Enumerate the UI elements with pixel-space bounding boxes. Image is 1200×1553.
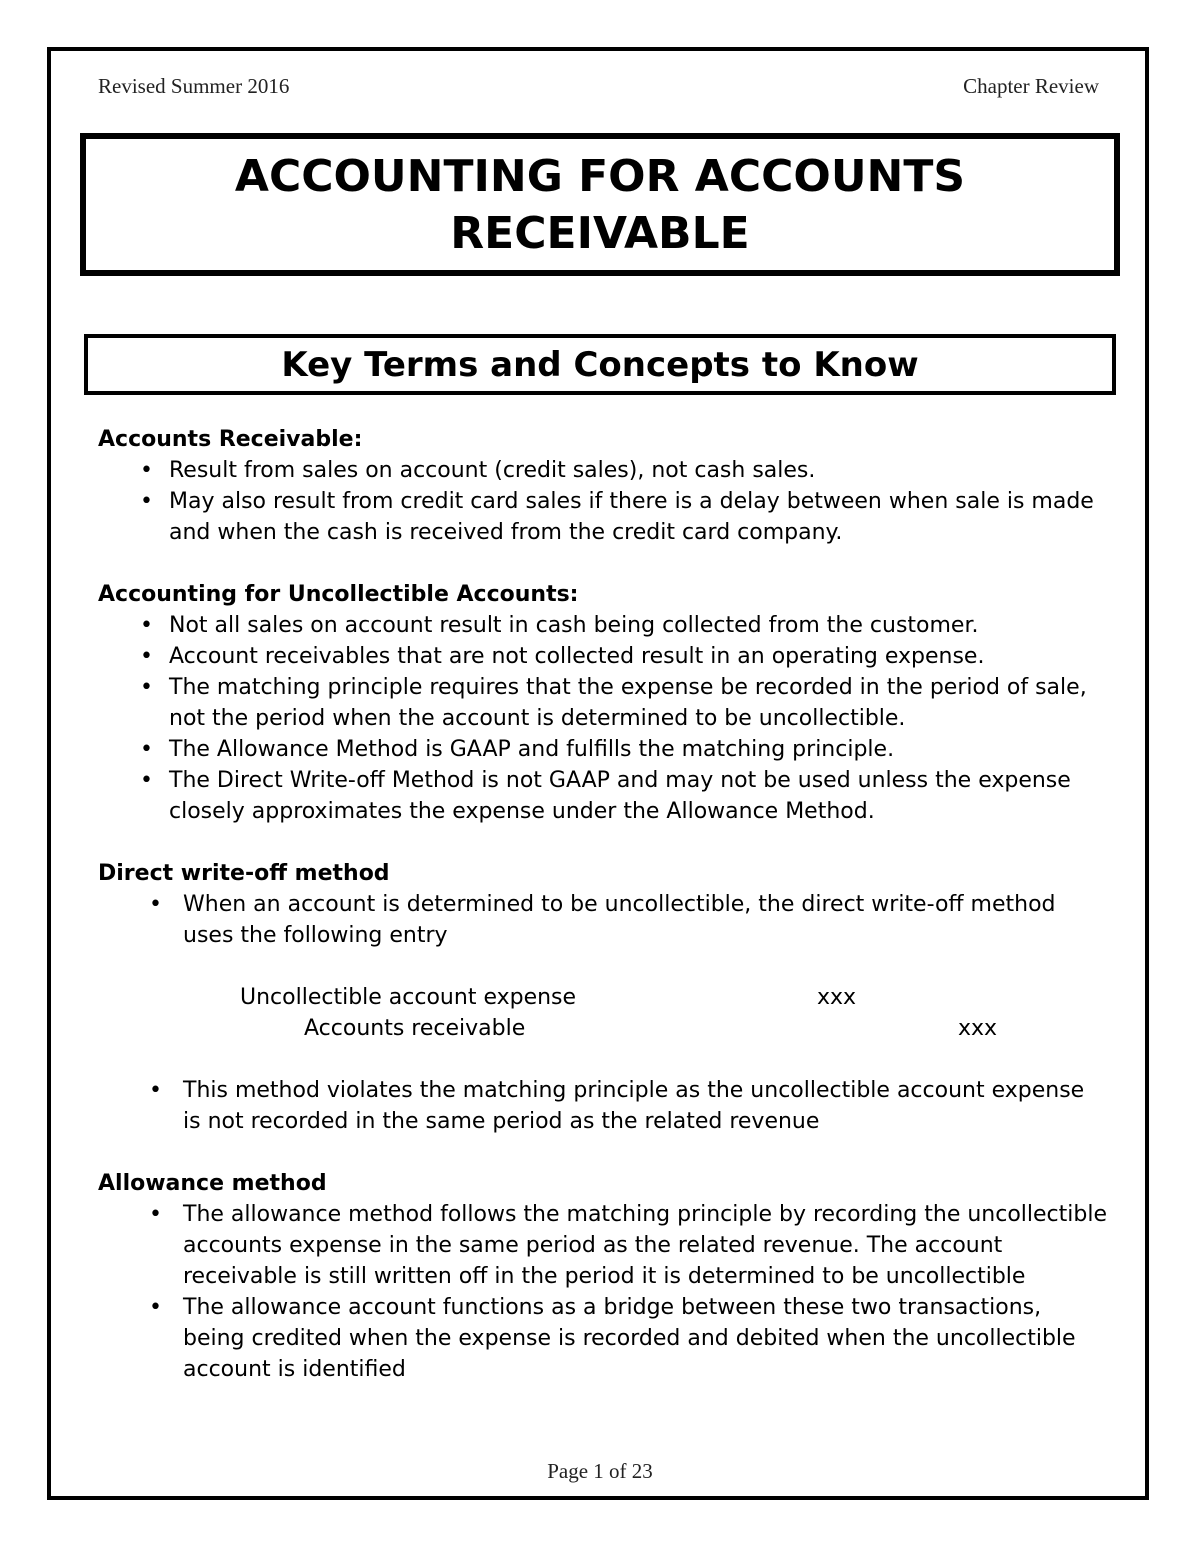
- allowance-list: [98, 1199, 1108, 1385]
- entry-debit-amount: xxx: [817, 985, 857, 1010]
- list-item: • The allowance account functions as a bridge between these two transactions, being credited when the expense is recorded and debited when the uncollectible account is identified: [98, 1292, 1108, 1385]
- heading-direct-writeoff: Direct write-off method: [98, 861, 390, 886]
- direct-writeoff-list: [98, 889, 1108, 951]
- list-item: • Result from sales on account (credit sales), not cash sales.: [98, 455, 1108, 486]
- list-item: • When an account is determined to be uncollectible, the direct write-off method uses the following entry: [98, 889, 1108, 951]
- header-revised: Revised Summer 2016: [98, 74, 290, 98]
- list-item: • Account receivables that are not collected result in an operating expense.: [98, 641, 1108, 672]
- section-title: Key Terms and Concepts to Know: [84, 334, 1116, 395]
- heading-uncollectible: Accounting for Uncollectible Accounts:: [98, 582, 579, 607]
- list-item: • This method violates the matching principle as the uncollectible account expense is not recorded in the same period as the related revenue: [98, 1075, 1108, 1137]
- entry-credit-account: Accounts receivable: [304, 1016, 526, 1041]
- accounts-receivable-list: [98, 455, 1108, 548]
- list-item: • Not all sales on account result in cash being collected from the customer.: [98, 610, 1108, 641]
- content-body: [98, 424, 1108, 1385]
- title-line-1: ACCOUNTING FOR ACCOUNTS: [234, 150, 966, 202]
- header-chapter: Chapter Review: [963, 74, 1099, 98]
- page-number: Page 1 of 23: [547, 1459, 653, 1483]
- list-item: • The matching principle requires that the expense be recorded in the period of sale, not the period when the account is determined to be uncollectible.: [98, 672, 1108, 734]
- entry-debit-account: Uncollectible account expense: [240, 985, 577, 1010]
- list-item: • The Direct Write-off Method is not GAAP and may not be used unless the expense closely approximates the expense under the Allowance Method.: [98, 765, 1108, 827]
- direct-writeoff-list-2: [98, 1075, 1108, 1137]
- list-item: • The allowance method follows the matching principle by recording the uncollectible accounts expense in the same period as the related revenue. The account receivable is still written off in the period it is determined to be uncollectible: [98, 1199, 1108, 1292]
- list-item: • May also result from credit card sales if there is a delay between when sale is made and when the cash is received from the credit card company.: [98, 486, 1108, 548]
- document-title: [80, 133, 1120, 276]
- title-line-2: RECEIVABLE: [450, 207, 750, 259]
- entry-credit-amount: xxx: [958, 1016, 998, 1041]
- heading-allowance: Allowance method: [98, 1171, 327, 1196]
- journal-entry: [98, 982, 1108, 1044]
- list-item: • The Allowance Method is GAAP and fulfills the matching principle.: [98, 734, 1108, 765]
- uncollectible-list: [98, 610, 1108, 827]
- heading-accounts-receivable: Accounts Receivable:: [98, 427, 363, 452]
